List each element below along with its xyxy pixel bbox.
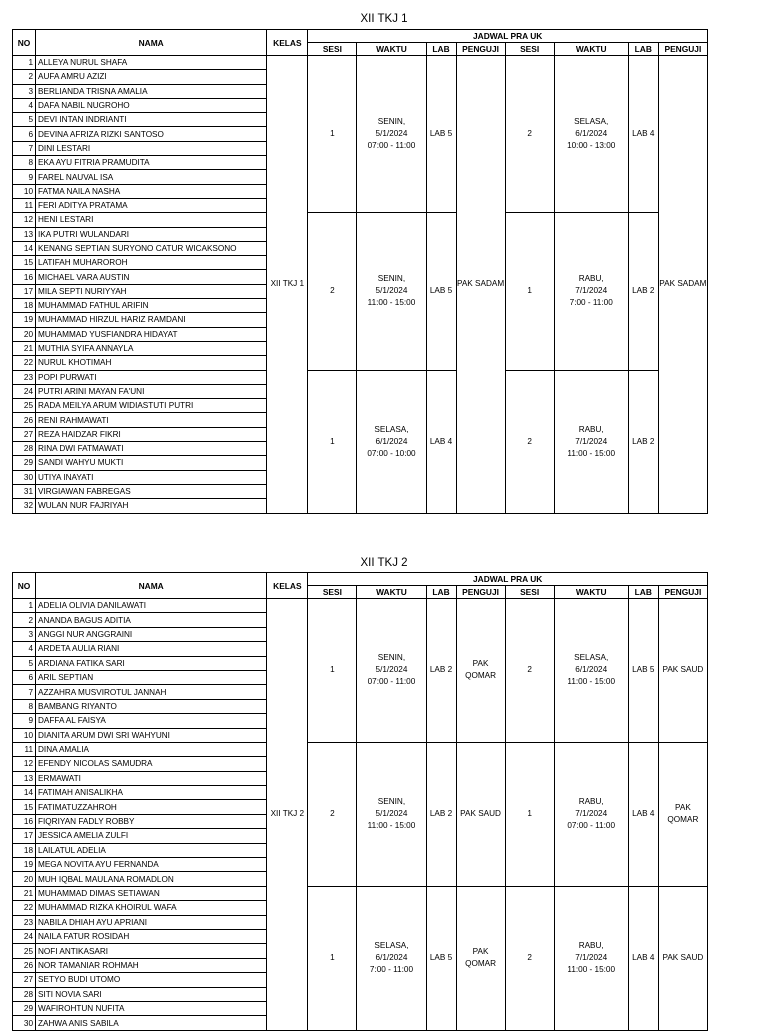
- student-name: UTIYA INAYATI: [36, 470, 267, 484]
- row-number: 24: [13, 929, 36, 943]
- row-number: 28: [13, 987, 36, 1001]
- waktu-line: 07:00 - 10:00: [367, 448, 416, 458]
- student-name: HENI LESTARI: [36, 213, 267, 227]
- row-number: 17: [13, 829, 36, 843]
- header-penguji: PENGUJI: [658, 43, 707, 56]
- waktu-line: 5/1/2024: [375, 809, 408, 819]
- row-number: 12: [13, 757, 36, 771]
- row-number: 7: [13, 685, 36, 699]
- row-number: 29: [13, 1001, 36, 1015]
- row-number: 1: [13, 599, 36, 613]
- student-name: POPI PURWATI: [36, 370, 267, 384]
- lab-2-cell: LAB 2: [628, 213, 658, 370]
- student-name: SETYO BUDI UTOMO: [36, 973, 267, 987]
- student-name: LAILATUL ADELIA: [36, 843, 267, 857]
- row-number: 7: [13, 141, 36, 155]
- sesi-2-cell: 2: [505, 886, 554, 1030]
- row-number: 16: [13, 270, 36, 284]
- student-name: DEVINA AFRIZA RIZKI SANTOSO: [36, 127, 267, 141]
- waktu-line: RABU,: [578, 424, 604, 434]
- student-name: NAILA FATUR ROSIDAH: [36, 929, 267, 943]
- student-name: ARDIANA FATIKA SARI: [36, 656, 267, 670]
- student-name: LATIFAH MUHAROROH: [36, 256, 267, 270]
- table-row: [13, 213, 708, 227]
- row-number: 26: [13, 413, 36, 427]
- waktu-1-cell: [357, 56, 426, 213]
- header-lab: LAB: [426, 43, 456, 56]
- row-number: 13: [13, 771, 36, 785]
- row-number: 27: [13, 973, 36, 987]
- waktu-1-cell: [357, 742, 426, 886]
- waktu-2-cell: [554, 56, 628, 213]
- waktu-line: 7/1/2024: [575, 286, 608, 296]
- student-name: ADELIA OLIVIA DANILAWATI: [36, 599, 267, 613]
- table-title-1: XII TKJ 1: [360, 13, 408, 25]
- row-number: 18: [13, 299, 36, 313]
- header-sesi: SESI: [505, 586, 554, 599]
- waktu-line: 6/1/2024: [375, 436, 408, 446]
- student-name: REZA HAIDZAR FIKRI: [36, 427, 267, 441]
- student-name: ALLEYA NURUL SHAFA: [36, 56, 267, 70]
- sesi-1-cell: 2: [308, 213, 357, 370]
- lab-2-cell: LAB 4: [628, 886, 658, 1030]
- schedule-table-2: [12, 572, 708, 1031]
- row-number: 9: [13, 170, 36, 184]
- header-waktu: WAKTU: [357, 43, 426, 56]
- sesi-2-cell: 1: [505, 213, 554, 370]
- student-name: MUHAMMAD HIRZUL HARIZ RAMDANI: [36, 313, 267, 327]
- header-nama: NAMA: [36, 30, 267, 56]
- row-number: 25: [13, 399, 36, 413]
- row-number: 22: [13, 901, 36, 915]
- lab-2-cell: LAB 4: [628, 742, 658, 886]
- row-number: 14: [13, 241, 36, 255]
- row-number: 11: [13, 742, 36, 756]
- header-sesi: SESI: [308, 43, 357, 56]
- sesi-1-cell: 2: [308, 742, 357, 886]
- table-title-2: XII TKJ 2: [360, 557, 408, 569]
- student-name: ZAHWA ANIS SABILA: [36, 1016, 267, 1030]
- table-row: [13, 742, 708, 756]
- lab-1-cell: LAB 5: [426, 886, 456, 1030]
- sesi-1-cell: 1: [308, 599, 357, 743]
- waktu-2-cell: [554, 370, 628, 513]
- table-row: [13, 370, 708, 384]
- student-name: NOR TAMANIAR ROHMAH: [36, 958, 267, 972]
- waktu-line: RABU,: [578, 274, 604, 284]
- waktu-line: 6/1/2024: [375, 953, 408, 963]
- row-number: 13: [13, 227, 36, 241]
- waktu-line: 11:00 - 15:00: [567, 448, 616, 458]
- waktu-line: 5/1/2024: [375, 286, 408, 296]
- row-number: 28: [13, 442, 36, 456]
- student-name: SANDI WAHYU MUKTI: [36, 456, 267, 470]
- student-name: KENANG SEPTIAN SURYONO CATUR WICAKSONO: [36, 241, 267, 255]
- header-waktu: WAKTU: [554, 586, 628, 599]
- waktu-line: 7/1/2024: [575, 436, 608, 446]
- student-name: ARIL SEPTIAN: [36, 670, 267, 684]
- row-number: 4: [13, 98, 36, 112]
- student-name: DAFA NABIL NUGROHO: [36, 98, 267, 112]
- lab-1-cell: LAB 5: [426, 56, 456, 213]
- student-name: EKA AYU FITRIA PRAMUDITA: [36, 156, 267, 170]
- waktu-1-cell: [357, 599, 426, 743]
- student-name: MUHAMMAD RIZKA KHOIRUL WAFA: [36, 901, 267, 915]
- row-number: 14: [13, 786, 36, 800]
- student-name: PUTRI ARINI MAYAN FA'UNI: [36, 384, 267, 398]
- row-number: 25: [13, 944, 36, 958]
- waktu-line: 7:00 - 11:00: [569, 298, 613, 308]
- penguji-1-cell: PAK SAUD: [456, 742, 505, 886]
- student-name: RINA DWI FATMAWATI: [36, 442, 267, 456]
- student-name: JESSICA AMELIA ZULFI: [36, 829, 267, 843]
- student-name: NURUL KHOTIMAH: [36, 356, 267, 370]
- kelas-cell: XII TKJ 1: [267, 56, 308, 514]
- student-name: MUTHIA SYIFA ANNAYLA: [36, 341, 267, 355]
- student-name: EFENDY NICOLAS SAMUDRA: [36, 757, 267, 771]
- student-name: FAREL NAUVAL ISA: [36, 170, 267, 184]
- waktu-line: 11:00 - 15:00: [567, 677, 616, 687]
- row-number: 30: [13, 470, 36, 484]
- row-number: 3: [13, 627, 36, 641]
- student-name: MUHAMMAD FATHUL ARIFIN: [36, 299, 267, 313]
- waktu-line: 7/1/2024: [575, 809, 608, 819]
- waktu-line: 5/1/2024: [375, 129, 408, 139]
- header-jadwal: JADWAL PRA UK: [308, 573, 708, 586]
- header-lab: LAB: [426, 586, 456, 599]
- student-name: ARDETA AULIA RIANI: [36, 642, 267, 656]
- header-lab: LAB: [628, 586, 658, 599]
- waktu-2-cell: [554, 742, 628, 886]
- waktu-line: 07:00 - 11:00: [367, 141, 416, 151]
- row-number: 20: [13, 327, 36, 341]
- table-row: [13, 599, 708, 613]
- student-name: VIRGIAWAN FABREGAS: [36, 484, 267, 498]
- waktu-line: SELASA,: [374, 424, 409, 434]
- waktu-line: SELASA,: [574, 117, 609, 127]
- header-waktu: WAKTU: [554, 43, 628, 56]
- student-name: DINI LESTARI: [36, 141, 267, 155]
- waktu-1-cell: [357, 886, 426, 1030]
- student-name: MICHAEL VARA AUSTIN: [36, 270, 267, 284]
- header-penguji: PENGUJI: [658, 586, 707, 599]
- lab-1-cell: LAB 4: [426, 370, 456, 513]
- row-number: 19: [13, 313, 36, 327]
- student-name: MUHAMMAD YUSFIANDRA HIDAYAT: [36, 327, 267, 341]
- table-row: [13, 56, 708, 70]
- student-name: FATMA NAILA NASHA: [36, 184, 267, 198]
- student-name: BERLIANDA TRISNA AMALIA: [36, 84, 267, 98]
- row-number: 23: [13, 915, 36, 929]
- header-kelas: KELAS: [267, 30, 308, 56]
- student-name: ERMAWATI: [36, 771, 267, 785]
- penguji-2-cell: PAK SADAM: [658, 56, 707, 514]
- row-number: 8: [13, 156, 36, 170]
- header-sesi: SESI: [308, 586, 357, 599]
- waktu-line: 5/1/2024: [375, 665, 408, 675]
- student-name: DEVI INTAN INDRIANTI: [36, 113, 267, 127]
- lab-1-cell: LAB 2: [426, 599, 456, 743]
- student-name: NABILA DHIAH AYU APRIANI: [36, 915, 267, 929]
- student-name: WAFIROHTUN NUFITA: [36, 1001, 267, 1015]
- student-name: MILA SEPTI NURIYYAH: [36, 284, 267, 298]
- row-number: 31: [13, 484, 36, 498]
- row-number: 27: [13, 427, 36, 441]
- row-number: 26: [13, 958, 36, 972]
- row-number: 2: [13, 70, 36, 84]
- sesi-2-cell: 2: [505, 56, 554, 213]
- waktu-line: 07:00 - 11:00: [367, 677, 416, 687]
- row-number: 23: [13, 370, 36, 384]
- waktu-line: 6/1/2024: [575, 129, 608, 139]
- sesi-1-cell: 1: [308, 886, 357, 1030]
- student-name: FIQRIYAN FADLY ROBBY: [36, 814, 267, 828]
- waktu-line: 7/1/2024: [575, 953, 608, 963]
- waktu-1-cell: [357, 370, 426, 513]
- sesi-2-cell: 1: [505, 742, 554, 886]
- penguji-1-cell: PAK QOMAR: [456, 886, 505, 1030]
- waktu-2-cell: [554, 599, 628, 743]
- header-penguji: PENGUJI: [456, 43, 505, 56]
- waktu-line: 10:00 - 13:00: [567, 141, 616, 151]
- waktu-1-cell: [357, 213, 426, 370]
- row-number: 9: [13, 714, 36, 728]
- header-penguji: PENGUJI: [456, 586, 505, 599]
- student-name: NOFI ANTIKASARI: [36, 944, 267, 958]
- row-number: 8: [13, 699, 36, 713]
- row-number: 15: [13, 800, 36, 814]
- penguji-1-cell: PAK QOMAR: [456, 599, 505, 743]
- student-name: FERI ADITYA PRATAMA: [36, 198, 267, 212]
- student-name: MUH IQBAL MAULANA ROMADLON: [36, 872, 267, 886]
- penguji-2-cell: PAK SAUD: [658, 599, 707, 743]
- header-no: NO: [13, 573, 36, 599]
- lab-2-cell: LAB 2: [628, 370, 658, 513]
- header-jadwal: JADWAL PRA UK: [308, 30, 708, 43]
- header-nama: NAMA: [36, 573, 267, 599]
- header-no: NO: [13, 30, 36, 56]
- penguji-1-cell: PAK SADAM: [456, 56, 505, 514]
- kelas-cell: XII TKJ 2: [267, 599, 308, 1031]
- student-name: MUHAMMAD DIMAS SETIAWAN: [36, 886, 267, 900]
- row-number: 6: [13, 127, 36, 141]
- lab-1-cell: LAB 5: [426, 213, 456, 370]
- waktu-line: SELASA,: [374, 941, 409, 951]
- row-number: 15: [13, 256, 36, 270]
- student-name: RADA MEILYA ARUM WIDIASTUTI PUTRI: [36, 399, 267, 413]
- student-name: FATIMAH ANISALIKHA: [36, 786, 267, 800]
- header-waktu: WAKTU: [357, 586, 426, 599]
- row-number: 24: [13, 384, 36, 398]
- waktu-2-cell: [554, 886, 628, 1030]
- sesi-2-cell: 2: [505, 599, 554, 743]
- student-name: IKA PUTRI WULANDARI: [36, 227, 267, 241]
- header-lab: LAB: [628, 43, 658, 56]
- penguji-2-cell: PAK QOMAR: [658, 742, 707, 886]
- student-name: ANGGI NUR ANGGRAINI: [36, 627, 267, 641]
- student-name: MEGA NOVITA AYU FERNANDA: [36, 858, 267, 872]
- student-name: SITI NOVIA SARI: [36, 987, 267, 1001]
- row-number: 20: [13, 872, 36, 886]
- row-number: 30: [13, 1016, 36, 1030]
- header-sesi: SESI: [505, 43, 554, 56]
- student-name: DAFFA AL FAISYA: [36, 714, 267, 728]
- row-number: 5: [13, 656, 36, 670]
- sesi-1-cell: 1: [308, 370, 357, 513]
- student-name: AUFA AMRU AZIZI: [36, 70, 267, 84]
- student-name: DIANITA ARUM DWI SRI WAHYUNI: [36, 728, 267, 742]
- waktu-line: 6/1/2024: [575, 665, 608, 675]
- row-number: 21: [13, 886, 36, 900]
- student-name: ANANDA BAGUS ADITIA: [36, 613, 267, 627]
- lab-1-cell: LAB 2: [426, 742, 456, 886]
- student-name: FATIMATUZZAHROH: [36, 800, 267, 814]
- waktu-line: 07:00 - 11:00: [567, 821, 616, 831]
- row-number: 10: [13, 184, 36, 198]
- row-number: 16: [13, 814, 36, 828]
- waktu-line: 11:00 - 15:00: [367, 298, 416, 308]
- row-number: 32: [13, 499, 36, 513]
- lab-2-cell: LAB 5: [628, 599, 658, 743]
- waktu-line: SENIN,: [377, 653, 406, 663]
- waktu-line: RABU,: [578, 797, 604, 807]
- row-number: 3: [13, 84, 36, 98]
- waktu-line: SELASA,: [574, 653, 609, 663]
- row-number: 10: [13, 728, 36, 742]
- sesi-1-cell: 1: [308, 56, 357, 213]
- student-name: AZZAHRA MUSVIROTUL JANNAH: [36, 685, 267, 699]
- row-number: 21: [13, 341, 36, 355]
- row-number: 2: [13, 613, 36, 627]
- row-number: 4: [13, 642, 36, 656]
- sesi-2-cell: 2: [505, 370, 554, 513]
- student-name: WULAN NUR FAJRIYAH: [36, 499, 267, 513]
- student-name: BAMBANG RIYANTO: [36, 699, 267, 713]
- row-number: 6: [13, 670, 36, 684]
- waktu-line: SENIN,: [377, 117, 406, 127]
- row-number: 19: [13, 858, 36, 872]
- waktu-line: 7:00 - 11:00: [369, 965, 413, 975]
- row-number: 1: [13, 56, 36, 70]
- waktu-line: 11:00 - 15:00: [567, 965, 616, 975]
- waktu-line: SENIN,: [377, 274, 406, 284]
- waktu-2-cell: [554, 213, 628, 370]
- row-number: 17: [13, 284, 36, 298]
- schedule-table-1: [12, 29, 708, 514]
- row-number: 22: [13, 356, 36, 370]
- row-number: 29: [13, 456, 36, 470]
- row-number: 18: [13, 843, 36, 857]
- penguji-2-cell: PAK SAUD: [658, 886, 707, 1030]
- waktu-line: 11:00 - 15:00: [367, 821, 416, 831]
- waktu-line: RABU,: [578, 941, 604, 951]
- table-row: [13, 886, 708, 900]
- row-number: 12: [13, 213, 36, 227]
- row-number: 11: [13, 198, 36, 212]
- lab-2-cell: LAB 4: [628, 56, 658, 213]
- waktu-line: SENIN,: [377, 797, 406, 807]
- header-kelas: KELAS: [267, 573, 308, 599]
- student-name: RENI RAHMAWATI: [36, 413, 267, 427]
- row-number: 5: [13, 113, 36, 127]
- student-name: DINA AMALIA: [36, 742, 267, 756]
